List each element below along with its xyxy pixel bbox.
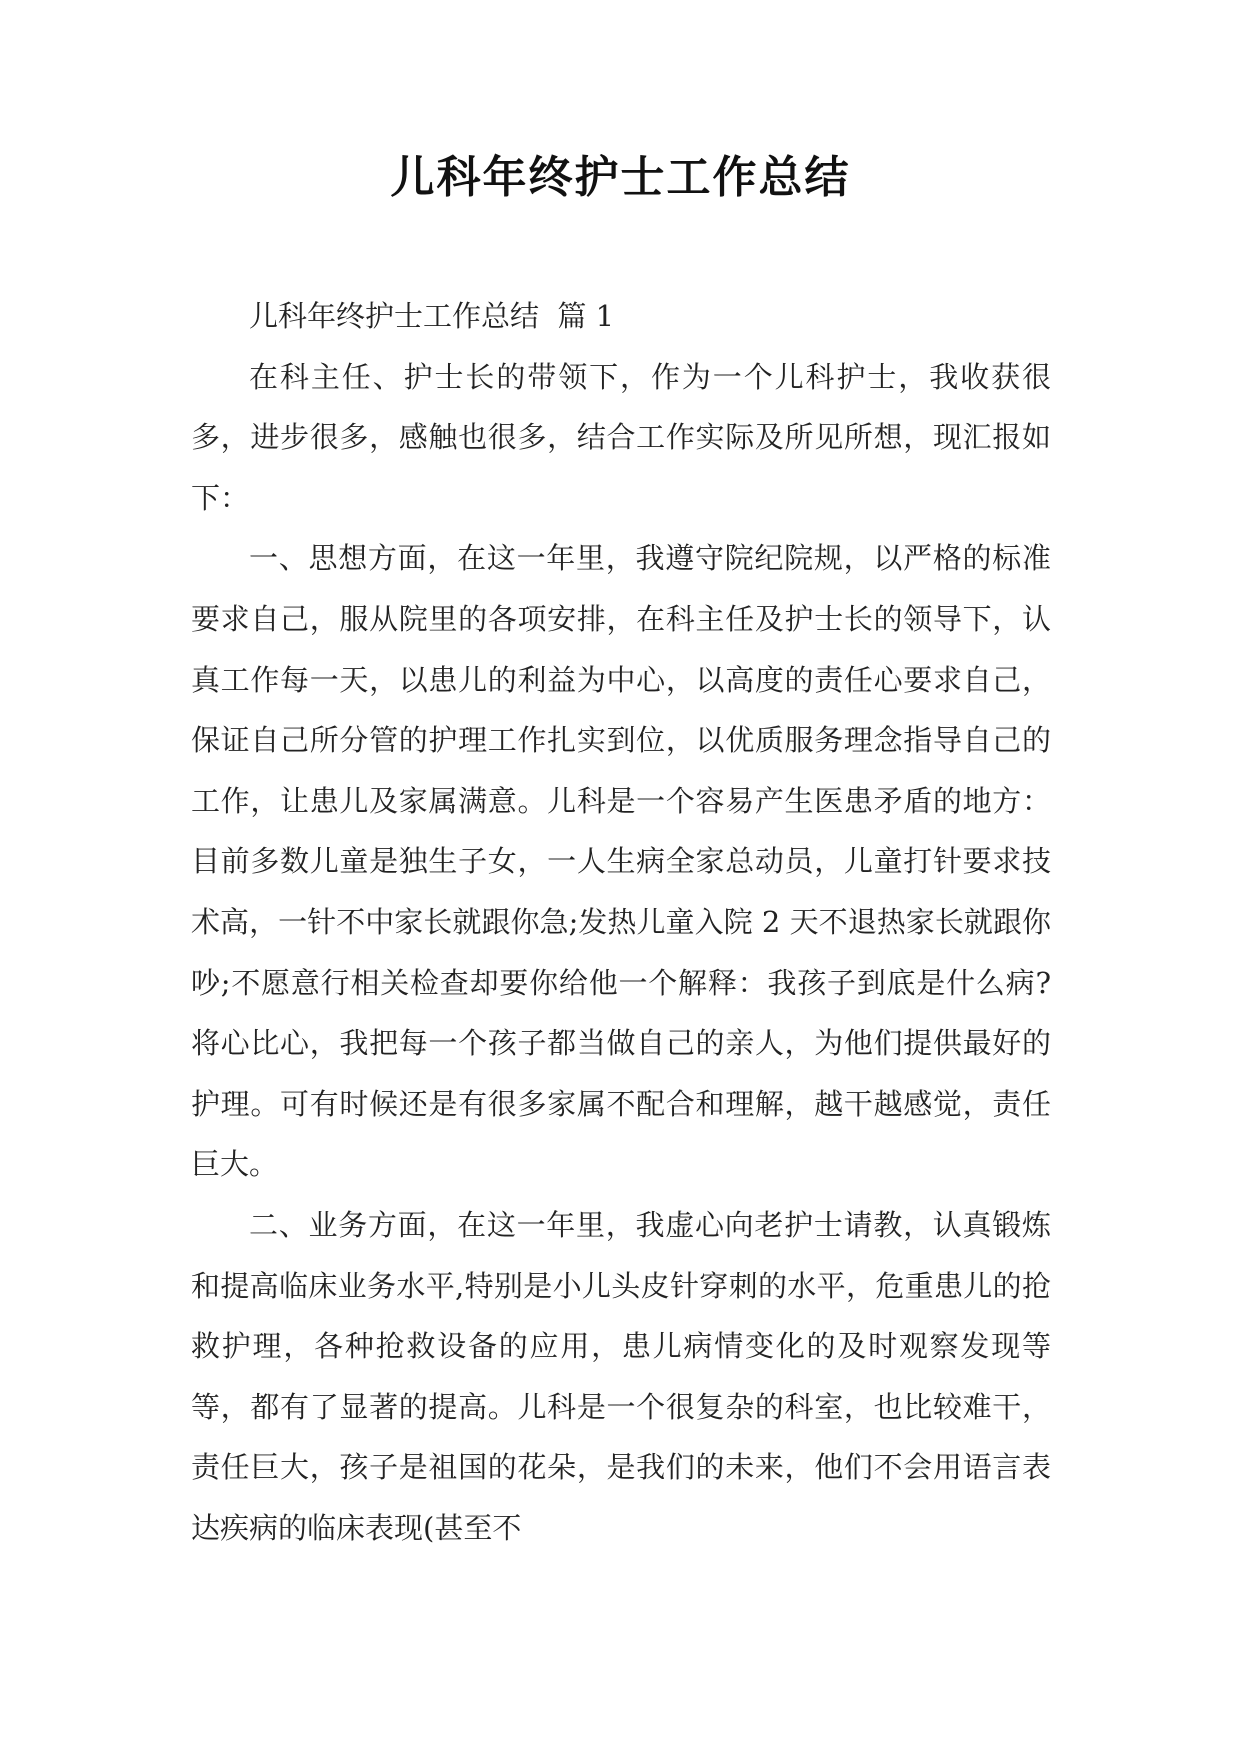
- section-heading: 儿科年终护士工作总结 篇 1: [249, 299, 615, 333]
- document-body: [191, 286, 1051, 1558]
- paragraph-intro: 在科主任、护士长的带领下，作为一个儿科护士，我收获很多，进步很多，感触也很多，结合工作实际及所见所想，现汇报如下：: [191, 359, 1051, 515]
- paragraph-ideology: 一、思想方面，在这一年里，我遵守院纪院规，以严格的标准要求自己，服从院里的各项安排，在科主任及护士长的领导下，认真工作每一天，以患儿的利益为中心，以高度的责任心要求自己，保证自己所分管的护理工作扎实到位，以优质服务理念指导自己的工作，让患儿及家属满意。儿科是一个容易产生医患矛盾的地方：目前多数儿童是独生子女，一人生病全家总动员，儿童打针要求技术高，一针不中家长就跟你急;发热儿童入院 2 天不退热家长就跟你吵;不愿意行相关检查却要你给他一个解释：我孩子到底是什么病?将心比心，我把每一个孩子都当做自己的亲人，为他们提供最好的护理。可有时候还是有很多家属不配合和理解，越干越感觉，责任巨大。: [191, 541, 1051, 1182]
- document-title: 儿科年终护士工作总结: [390, 152, 851, 203]
- paragraph-professional: 二、业务方面，在这一年里，我虚心向老护士请教，认真锻炼和提高临床业务水平,特别是小儿头皮针穿刺的水平，危重患儿的抢救护理，各种抢救设备的应用，患儿病情变化的及时观察发现等等，都有了显著的提高。儿科是一个很复杂的科室，也比较难干，责任巨大，孩子是祖国的花朵，是我们的未来，他们不会用语言表达疾病的临床表现(甚至不: [191, 1207, 1051, 1545]
